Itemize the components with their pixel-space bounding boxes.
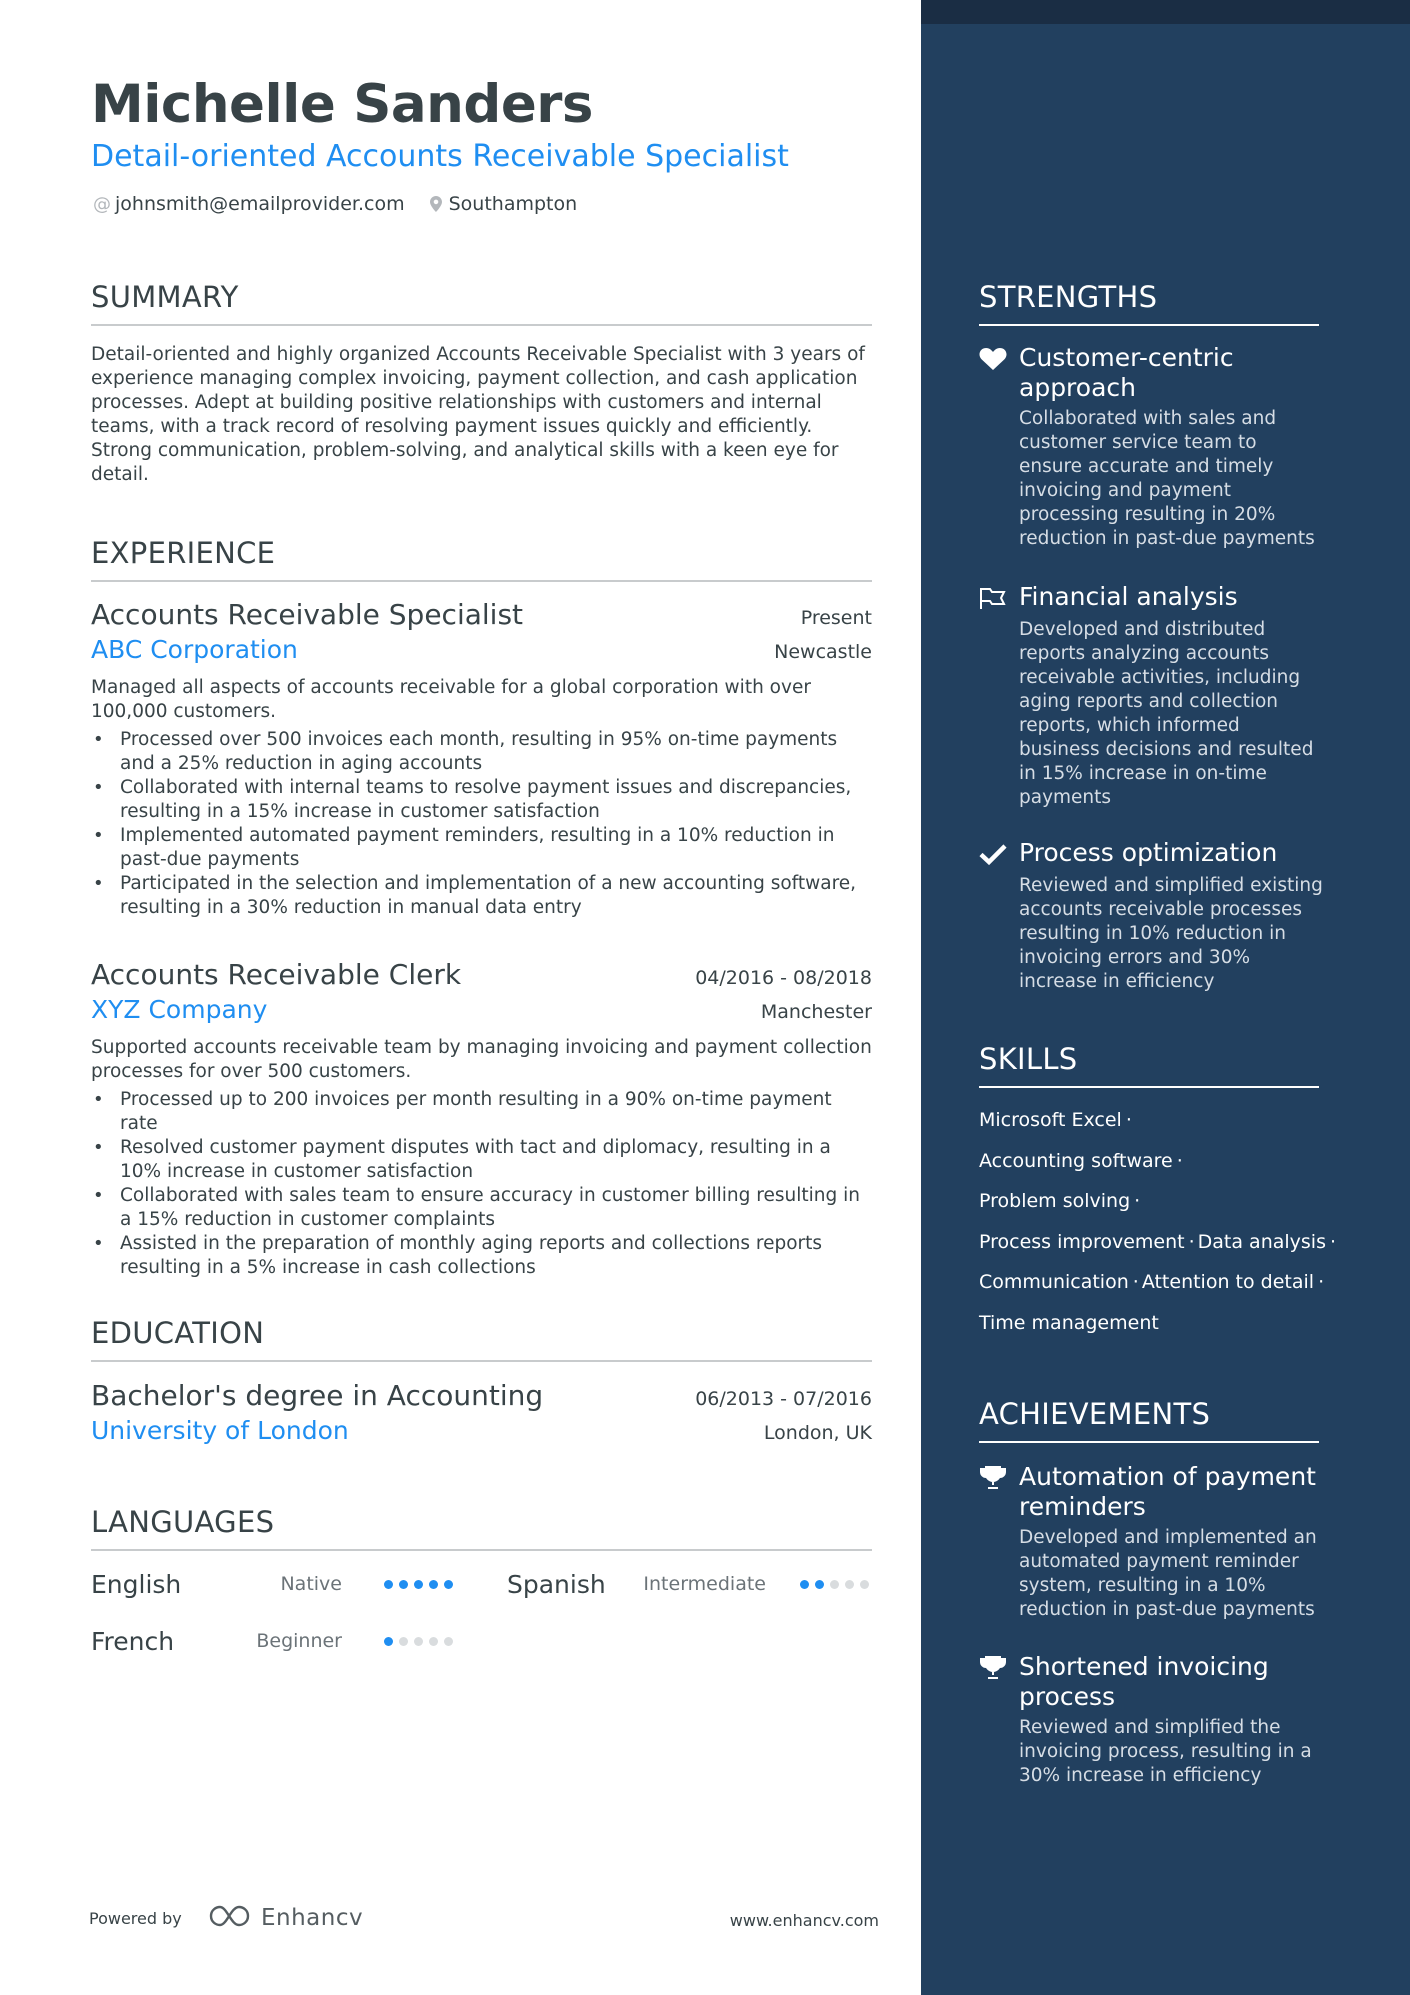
achievement-item <box>979 1462 1324 1622</box>
strength-title: Process optimization <box>1019 838 1278 867</box>
school-name: University of London <box>91 1416 349 1445</box>
achievement-title: Shortened invoicing process <box>1019 1652 1269 1711</box>
rating-dot-filled <box>384 1637 393 1646</box>
education-entry <box>91 1379 872 1445</box>
language-name: Spanish <box>507 1569 606 1599</box>
job-date: 04/2016 - 08/2018 <box>695 967 872 989</box>
rating-dot-empty <box>429 1637 438 1646</box>
education-location: London, UK <box>763 1422 872 1444</box>
company-name: XYZ Company <box>91 995 268 1024</box>
rating-dot-filled <box>815 1580 824 1589</box>
location-text: Southampton <box>448 193 578 215</box>
email-text: johnsmith@emailprovider.com <box>115 193 405 215</box>
language-item <box>507 1567 872 1601</box>
contact-email[interactable] <box>91 193 405 215</box>
skills-list <box>979 1106 1337 1349</box>
skill-tag: Time management <box>979 1311 1159 1334</box>
job-bullets <box>91 728 872 920</box>
footer <box>89 1903 879 1933</box>
rating-dot-empty <box>845 1580 854 1589</box>
skill-tag: Data analysis <box>1197 1230 1326 1253</box>
language-name: English <box>91 1569 182 1599</box>
job-bullet: • Collaborated with sales team to ensure accuracy in customer billing resulting in a 15% reduction in customer complaints <box>91 1184 872 1232</box>
job-bullet: • Resolved customer payment disputes with tact and diplomacy, resulting in a 10% increase in customer satisfaction <box>91 1136 872 1184</box>
location-pin-icon <box>425 193 447 215</box>
summary-heading: SUMMARY <box>91 280 872 326</box>
candidate-tagline: Detail-oriented Accounts Receivable Specialist <box>91 139 789 174</box>
experience-heading: EXPERIENCE <box>91 536 872 582</box>
job-bullets <box>91 1088 872 1280</box>
sidebar <box>921 0 1410 1995</box>
job-bullet: • Assisted in the preparation of monthly aging reports and collections reports resulting in a 5% increase in cash collections <box>91 1232 872 1280</box>
job-bullet: • Implemented automated payment reminders, resulting in a 10% reduction in past-due payments <box>91 824 872 872</box>
skill-row: Process improvement · Data analysis · <box>979 1230 1337 1253</box>
skill-tag: Problem solving <box>979 1190 1131 1212</box>
flag-icon <box>979 582 1019 614</box>
strength-item <box>979 343 1324 551</box>
skill-row: Accounting software · <box>979 1149 1183 1172</box>
rating-dot-filled <box>399 1580 408 1589</box>
skill-row: Problem solving · <box>979 1190 1141 1212</box>
achievement-text: Reviewed and simplified the invoicing process, resulting in a 30% increase in efficiency <box>1019 1717 1312 1786</box>
job-date: Present <box>800 607 872 629</box>
rating-dot-filled <box>414 1580 423 1589</box>
education-date: 06/2013 - 07/2016 <box>695 1388 872 1410</box>
rating-dot-filled <box>800 1580 809 1589</box>
contact-location <box>425 193 578 215</box>
rating-dot-empty <box>860 1580 869 1589</box>
strengths-heading: STRENGTHS <box>979 280 1319 326</box>
summary-text: Detail-oriented and highly organized Accounts Receivable Specialist with 3 years of experience managing complex invoicing, payment collection, and cash application processes. Adept at building positive relationships with customers and internal teams, with a track record of resolving payment issues quickly and efficiently. Strong communication, problem-solving, and analytical skills with a keen eye for detail. <box>91 344 865 485</box>
language-level: Beginner <box>256 1630 342 1652</box>
language-item <box>91 1567 456 1601</box>
job-location: Newcastle <box>774 641 872 663</box>
skill-tag: Accounting software <box>979 1149 1173 1172</box>
skill-row <box>979 1309 1329 1350</box>
strength-text: Developed and distributed reports analyzing accounts receivable activities, including aging reports and collection reports, which informed business decisions and resulted in 15% increase in on-time payments <box>1019 619 1314 808</box>
job-bullet: • Processed up to 200 invoices per month resulting in a 90% on-time payment rate <box>91 1088 872 1136</box>
trophy-icon <box>979 1652 1019 1712</box>
strength-item <box>979 582 1324 810</box>
language-item <box>91 1624 456 1658</box>
language-rating <box>384 1637 459 1646</box>
job-description: Supported accounts receivable team by managing invoicing and payment collection processes for over 500 customers. <box>91 1037 872 1082</box>
skill-tag: Attention to detail <box>1141 1271 1315 1293</box>
job-bullet: • Processed over 500 invoices each month, resulting in 95% on-time payments and a 25% reduction in aging accounts <box>91 728 872 776</box>
strength-title: Financial analysis <box>1019 582 1238 611</box>
contact-info <box>91 193 597 215</box>
job-bullet: • Participated in the selection and implementation of a new accounting software, resulting in a 30% reduction in manual data entry <box>91 872 872 920</box>
enhancv-logo-icon <box>207 1903 255 1933</box>
degree-title: Bachelor's degree in Accounting <box>91 1379 544 1412</box>
rating-dot-empty <box>444 1637 453 1646</box>
job-title: Accounts Receivable Specialist <box>91 598 524 631</box>
education-heading: EDUCATION <box>91 1316 872 1362</box>
job-title: Accounts Receivable Clerk <box>91 958 462 991</box>
strength-text: Reviewed and simplified existing accounts receivable processes resulting in 10% reduction in invoicing errors and 30% increase in efficiency <box>1019 875 1323 992</box>
achievement-title: Automation of payment reminders <box>1019 1462 1316 1521</box>
rating-dot-filled <box>444 1580 453 1589</box>
achievement-item <box>979 1652 1324 1788</box>
powered-by-text: Powered by <box>89 1909 182 1928</box>
job-location: Manchester <box>760 1001 872 1023</box>
skills-heading: SKILLS <box>979 1042 1319 1088</box>
skill-tag: Communication <box>979 1271 1129 1293</box>
company-name: ABC Corporation <box>91 635 298 664</box>
checkmark-icon <box>979 838 1019 870</box>
language-rating <box>384 1580 459 1589</box>
skill-tag: Process improvement <box>979 1230 1185 1253</box>
language-level: Intermediate <box>643 1573 766 1595</box>
languages-heading: LANGUAGES <box>91 1505 872 1551</box>
language-name: French <box>91 1626 175 1656</box>
language-level: Native <box>280 1573 342 1595</box>
achievement-text: Developed and implemented an automated payment reminder system, resulting in a 10% reduction in past-due payments <box>1019 1527 1317 1620</box>
skill-row: Microsoft Excel · <box>979 1109 1132 1131</box>
at-icon: @ <box>93 193 111 215</box>
experience-entry <box>91 598 872 920</box>
rating-dot-empty <box>830 1580 839 1589</box>
strength-text: Collaborated with sales and customer service team to ensure accurate and timely invoicing and payment processing resulting in 20% reduction in past-due payments <box>1019 408 1315 549</box>
skill-row: Communication · Attention to detail · <box>979 1271 1325 1293</box>
sidebar-top-band <box>921 0 1410 24</box>
strength-item <box>979 838 1324 994</box>
job-bullet: • Collaborated with internal teams to resolve payment issues and discrepancies, resulting in a 15% increase in customer satisfaction <box>91 776 872 824</box>
language-rating <box>800 1580 875 1589</box>
rating-dot-filled <box>429 1580 438 1589</box>
enhancv-wordmark: Enhancv <box>261 1905 364 1931</box>
skill-tag: Microsoft Excel <box>979 1109 1122 1131</box>
candidate-name: Michelle Sanders <box>91 74 593 135</box>
enhancv-logo[interactable] <box>207 1903 363 1933</box>
achievements-heading: ACHIEVEMENTS <box>979 1397 1319 1443</box>
experience-entry <box>91 958 872 1280</box>
job-description: Managed all aspects of accounts receivable for a global corporation with over 100,000 customers. <box>91 677 811 722</box>
rating-dot-empty <box>399 1637 408 1646</box>
rating-dot-filled <box>384 1580 393 1589</box>
strength-title: Customer-centric approach <box>1019 343 1234 402</box>
trophy-icon <box>979 1462 1019 1522</box>
website-link[interactable]: www.enhancv.com <box>729 1911 879 1930</box>
rating-dot-empty <box>414 1637 423 1646</box>
heart-icon <box>979 343 1019 403</box>
